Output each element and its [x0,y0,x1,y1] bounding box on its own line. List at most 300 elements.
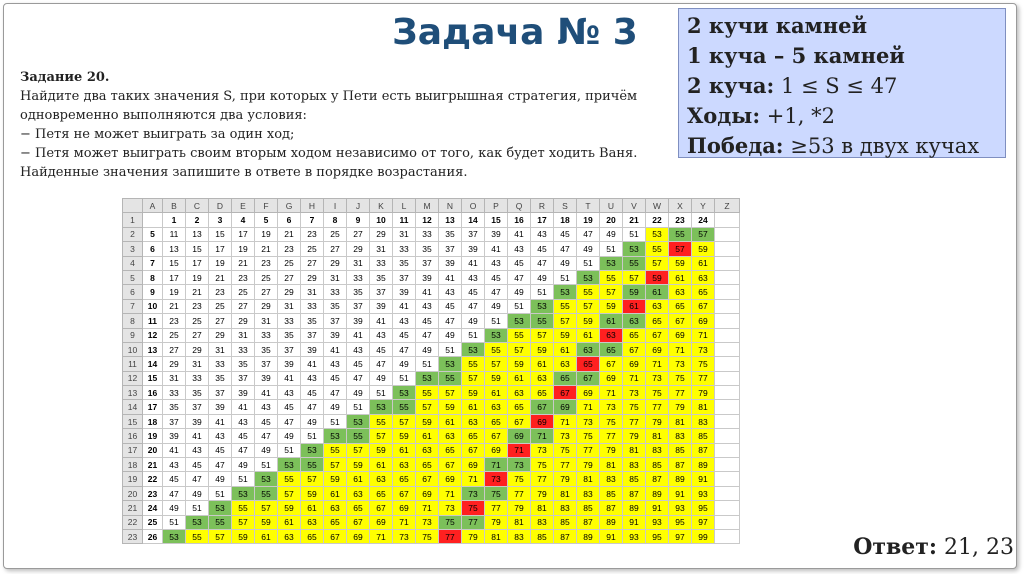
sum-cell: 43 [370,328,393,342]
column-header: E [232,199,255,213]
sum-cell: 31 [347,256,370,270]
sum-cell: 47 [324,386,347,400]
sum-cell: 51 [393,371,416,385]
sum-cell: 65 [531,386,554,400]
sum-cell: 53 [209,501,232,515]
sum-cell: 69 [508,429,531,443]
sum-cell: 29 [163,357,186,371]
sum-cell: 47 [232,443,255,457]
sum-cell: 67 [347,515,370,529]
sum-cell: 45 [462,285,485,299]
sum-cell: 43 [301,371,324,385]
sum-cell: 57 [347,443,370,457]
sum-cell: 51 [370,386,393,400]
sum-cell: 65 [508,400,531,414]
sum-cell: 13 [163,242,186,256]
sum-cell: 37 [416,256,439,270]
sum-cell: 57 [232,515,255,529]
spreadsheet-table [122,198,740,544]
sum-cell: 63 [370,472,393,486]
header-cell: 23 [669,213,692,227]
sum-cell: 45 [278,400,301,414]
sum-cell: 59 [554,328,577,342]
sum-cell: 63 [439,429,462,443]
sum-cell: 59 [416,414,439,428]
sum-cell: 49 [439,328,462,342]
sum-cell: 67 [508,414,531,428]
sum-cell: 55 [255,486,278,500]
sum-cell: 53 [416,371,439,385]
sum-cell: 49 [393,357,416,371]
empty-cell [715,328,740,342]
sum-cell: 59 [669,256,692,270]
sum-cell: 85 [531,529,554,543]
sum-cell: 63 [508,386,531,400]
sum-cell: 47 [462,299,485,313]
info-line-5: Победа: ≥53 в двух кучах [687,133,980,158]
table-row [123,486,740,500]
sum-cell: 69 [623,357,646,371]
sum-cell: 55 [669,227,692,241]
column-header: R [531,199,554,213]
sum-cell: 51 [600,242,623,256]
sum-cell: 51 [163,515,186,529]
header-cell: 22 [646,213,669,227]
sum-cell: 55 [646,242,669,256]
first-heap-cell: 21 [143,458,163,472]
sum-cell: 75 [416,529,439,543]
task-line: Найденные значения запишите в ответе в порядке возрастания. [20,165,468,180]
header-cell: 7 [301,213,324,227]
sum-cell: 63 [485,400,508,414]
row-header: 21 [123,501,143,515]
column-header: V [623,199,646,213]
sum-cell: 53 [554,285,577,299]
sum-cell: 77 [439,529,462,543]
sum-cell: 33 [278,314,301,328]
sum-cell: 41 [347,328,370,342]
sum-cell: 81 [577,472,600,486]
column-header: L [393,199,416,213]
sum-cell: 55 [209,515,232,529]
row-header: 20 [123,486,143,500]
sum-cell: 65 [669,299,692,313]
sum-cell: 61 [623,299,646,313]
sum-cell: 79 [531,486,554,500]
sum-cell: 83 [531,515,554,529]
sum-cell: 47 [209,458,232,472]
sum-cell: 45 [508,256,531,270]
column-header-row [123,199,740,213]
empty-cell [715,472,740,486]
sum-cell: 37 [301,328,324,342]
sum-cell: 81 [692,400,715,414]
sum-cell: 49 [278,429,301,443]
sum-cell: 71 [416,501,439,515]
sum-cell: 51 [508,299,531,313]
sum-cell: 79 [577,458,600,472]
sum-cell: 37 [232,371,255,385]
sum-cell: 63 [623,314,646,328]
sum-cell: 83 [669,429,692,443]
sum-cell: 43 [531,227,554,241]
sum-cell: 81 [669,414,692,428]
sum-cell: 65 [301,529,324,543]
sum-cell: 43 [462,270,485,284]
sum-cell: 59 [485,371,508,385]
sum-cell: 31 [186,357,209,371]
header-cell: 15 [485,213,508,227]
sum-cell: 45 [324,371,347,385]
sum-cell: 45 [439,299,462,313]
sum-cell: 83 [577,486,600,500]
sum-cell: 75 [508,472,531,486]
sum-cell: 59 [324,472,347,486]
sum-cell: 55 [600,270,623,284]
sum-cell: 29 [347,242,370,256]
sum-cell: 29 [232,314,255,328]
sum-cell: 73 [623,386,646,400]
sum-cell: 53 [324,429,347,443]
sum-cell: 31 [255,314,278,328]
sum-cell: 35 [416,242,439,256]
info-line-4: Ходы: +1, *2 [687,103,835,128]
sum-cell: 75 [692,357,715,371]
sum-cell: 65 [324,515,347,529]
column-header: I [324,199,347,213]
sum-cell: 25 [255,270,278,284]
sum-cell: 69 [692,314,715,328]
sum-cell: 77 [577,443,600,457]
first-heap-cell: 15 [143,371,163,385]
sum-cell: 53 [462,342,485,356]
sum-cell: 59 [462,386,485,400]
row-header: 10 [123,342,143,356]
sum-cell: 27 [255,285,278,299]
sum-cell: 23 [186,299,209,313]
sum-cell: 21 [163,299,186,313]
sum-cell: 61 [439,414,462,428]
sum-cell: 61 [600,314,623,328]
sum-cell: 75 [577,429,600,443]
sum-cell: 77 [600,429,623,443]
sum-cell: 77 [623,414,646,428]
sum-cell: 39 [186,414,209,428]
sum-cell: 37 [163,414,186,428]
sum-cell: 69 [669,328,692,342]
sum-cell: 73 [554,429,577,443]
sum-cell: 51 [232,472,255,486]
sum-cell: 71 [623,371,646,385]
sum-cell: 65 [646,314,669,328]
sum-cell: 45 [209,443,232,457]
table-row [123,314,740,328]
table-row [123,414,740,428]
sum-cell: 59 [301,486,324,500]
sum-cell: 89 [600,515,623,529]
sum-cell: 81 [623,443,646,457]
sum-cell: 43 [278,386,301,400]
sum-cell: 57 [462,371,485,385]
row-header: 22 [123,515,143,529]
sum-cell: 49 [370,371,393,385]
sum-cell: 85 [646,458,669,472]
sum-cell: 41 [416,285,439,299]
sum-cell: 41 [278,371,301,385]
table-row [123,285,740,299]
first-heap-cell: 26 [143,529,163,543]
first-heap-cell: 10 [143,299,163,313]
sum-cell: 57 [439,386,462,400]
empty-cell [715,342,740,356]
sum-cell: 37 [393,270,416,284]
sum-cell: 79 [485,515,508,529]
first-heap-cell: 18 [143,414,163,428]
sum-cell: 57 [324,458,347,472]
sum-cell: 41 [186,429,209,443]
sum-cell: 29 [301,270,324,284]
sum-cell: 51 [301,429,324,443]
sum-cell: 65 [692,285,715,299]
sum-cell: 33 [393,242,416,256]
sum-cell: 65 [439,443,462,457]
sum-cell: 33 [209,357,232,371]
sum-cell: 87 [577,515,600,529]
sum-cell: 57 [370,429,393,443]
column-header: D [209,199,232,213]
sum-cell: 45 [163,472,186,486]
sum-cell: 47 [278,414,301,428]
sum-cell: 17 [209,242,232,256]
sum-cell: 65 [462,429,485,443]
table-row [123,458,740,472]
sum-cell: 93 [623,529,646,543]
table-row [123,357,740,371]
sum-cell: 33 [370,256,393,270]
sum-cell: 35 [255,342,278,356]
row-header: 13 [123,386,143,400]
sum-cell: 55 [554,299,577,313]
column-header: F [255,199,278,213]
sum-cell: 55 [232,501,255,515]
row-header: 4 [123,256,143,270]
table-row [123,429,740,443]
sum-cell: 17 [186,256,209,270]
column-header: A [143,199,163,213]
row-header: 3 [123,242,143,256]
sum-cell: 53 [393,386,416,400]
sum-cell: 19 [255,227,278,241]
sum-cell: 21 [209,270,232,284]
sum-cell: 49 [554,256,577,270]
sum-cell: 67 [370,501,393,515]
sum-cell: 87 [554,529,577,543]
sum-cell: 37 [370,285,393,299]
sum-cell: 69 [439,472,462,486]
sum-cell: 47 [255,429,278,443]
table-row [123,256,740,270]
sum-cell: 77 [531,472,554,486]
sum-cell: 49 [209,472,232,486]
sum-cell: 53 [163,529,186,543]
sum-cell: 53 [347,414,370,428]
empty-cell [715,486,740,500]
table-row [123,227,740,241]
sum-cell: 57 [577,299,600,313]
sum-cell: 23 [255,256,278,270]
sum-cell: 81 [531,501,554,515]
first-heap-cell: 11 [143,314,163,328]
table-row [123,515,740,529]
sum-cell: 67 [324,529,347,543]
sum-cell: 61 [393,443,416,457]
sum-cell: 61 [301,501,324,515]
column-header: K [370,199,393,213]
sum-cell: 25 [209,299,232,313]
sum-cell: 71 [485,458,508,472]
info-line-2: 1 куча – 5 камней [687,43,905,68]
sum-cell: 47 [347,371,370,385]
table-row [123,299,740,313]
sum-cell: 37 [347,299,370,313]
sum-cell: 51 [255,458,278,472]
sum-cell: 71 [692,328,715,342]
header-cell: 4 [232,213,255,227]
sum-cell: 45 [416,314,439,328]
sum-cell: 43 [347,342,370,356]
sum-cell: 53 [186,515,209,529]
sum-cell: 43 [508,242,531,256]
sum-cell: 73 [692,342,715,356]
sum-cell: 49 [301,414,324,428]
sum-cell: 37 [324,314,347,328]
sum-cell: 63 [301,515,324,529]
row-header: 5 [123,270,143,284]
sum-cell: 35 [163,400,186,414]
sum-cell: 87 [600,501,623,515]
sum-cell: 63 [278,529,301,543]
sum-cell: 55 [439,371,462,385]
sum-cell: 91 [692,472,715,486]
sum-cell: 75 [485,486,508,500]
sum-cell: 99 [692,529,715,543]
sum-cell: 57 [646,256,669,270]
sum-cell: 53 [531,299,554,313]
sum-cell: 45 [232,429,255,443]
sum-cell: 61 [554,342,577,356]
sum-cell: 61 [669,270,692,284]
sum-cell: 69 [347,529,370,543]
sum-cell: 37 [255,357,278,371]
empty-cell [715,400,740,414]
sum-cell: 55 [324,443,347,457]
sum-cell: 55 [531,314,554,328]
sum-cell: 33 [416,227,439,241]
sum-cell: 53 [439,357,462,371]
sum-cell: 25 [232,285,255,299]
header-cell: 8 [324,213,347,227]
sum-cell: 79 [554,472,577,486]
sum-cell: 47 [439,314,462,328]
table-row [123,270,740,284]
table-row [123,371,740,385]
column-header: W [646,199,669,213]
sum-cell: 35 [370,270,393,284]
sum-cell: 85 [623,472,646,486]
sum-cell: 57 [393,414,416,428]
sum-cell: 35 [393,256,416,270]
sum-cell: 15 [209,227,232,241]
sum-cell: 67 [577,371,600,385]
task-line: − Петя может выиграть своим вторым ходом независимо от того, как будет ходить Ваня. [20,146,638,161]
sum-cell: 25 [186,314,209,328]
sum-cell: 97 [692,515,715,529]
sum-cell: 81 [646,429,669,443]
sum-cell: 37 [209,386,232,400]
sum-cell: 43 [209,429,232,443]
sum-cell: 55 [577,285,600,299]
sum-cell: 43 [416,299,439,313]
sum-cell: 35 [209,371,232,385]
header-cell: 9 [347,213,370,227]
sum-cell: 71 [646,357,669,371]
sum-cell: 51 [485,314,508,328]
sum-cell: 59 [577,314,600,328]
sum-cell: 67 [439,458,462,472]
sum-cell: 43 [393,314,416,328]
sum-cell: 53 [255,472,278,486]
sum-cell: 57 [692,227,715,241]
column-header [123,199,143,213]
table-row [123,472,740,486]
task-line: одновременно выполняются два условия: [20,108,307,123]
sum-cell: 67 [554,386,577,400]
first-heap-cell: 6 [143,242,163,256]
sum-cell: 63 [347,486,370,500]
sum-cell: 77 [692,371,715,385]
sum-cell: 49 [186,486,209,500]
sum-cell: 69 [416,486,439,500]
sum-cell: 81 [508,515,531,529]
row-header: 23 [123,529,143,543]
sum-cell: 65 [347,501,370,515]
sum-cell: 63 [646,299,669,313]
sum-cell: 27 [301,256,324,270]
sum-cell: 35 [278,328,301,342]
sum-cell: 61 [347,472,370,486]
sum-cell: 29 [278,285,301,299]
sum-cell: 43 [324,357,347,371]
sum-cell: 91 [623,515,646,529]
sum-cell: 55 [462,357,485,371]
sum-cell: 79 [600,443,623,457]
sum-cell: 81 [554,486,577,500]
sum-cell: 53 [623,242,646,256]
sum-cell: 23 [209,285,232,299]
sum-cell: 65 [623,328,646,342]
sum-cell: 67 [623,342,646,356]
column-header: M [416,199,439,213]
sum-cell: 71 [462,472,485,486]
first-heap-cell: 17 [143,400,163,414]
sum-cell: 33 [324,285,347,299]
sum-cell: 31 [370,242,393,256]
sum-cell: 29 [255,299,278,313]
sum-cell: 45 [485,270,508,284]
empty-cell [715,414,740,428]
empty-cell [715,443,740,457]
sum-cell: 83 [600,472,623,486]
